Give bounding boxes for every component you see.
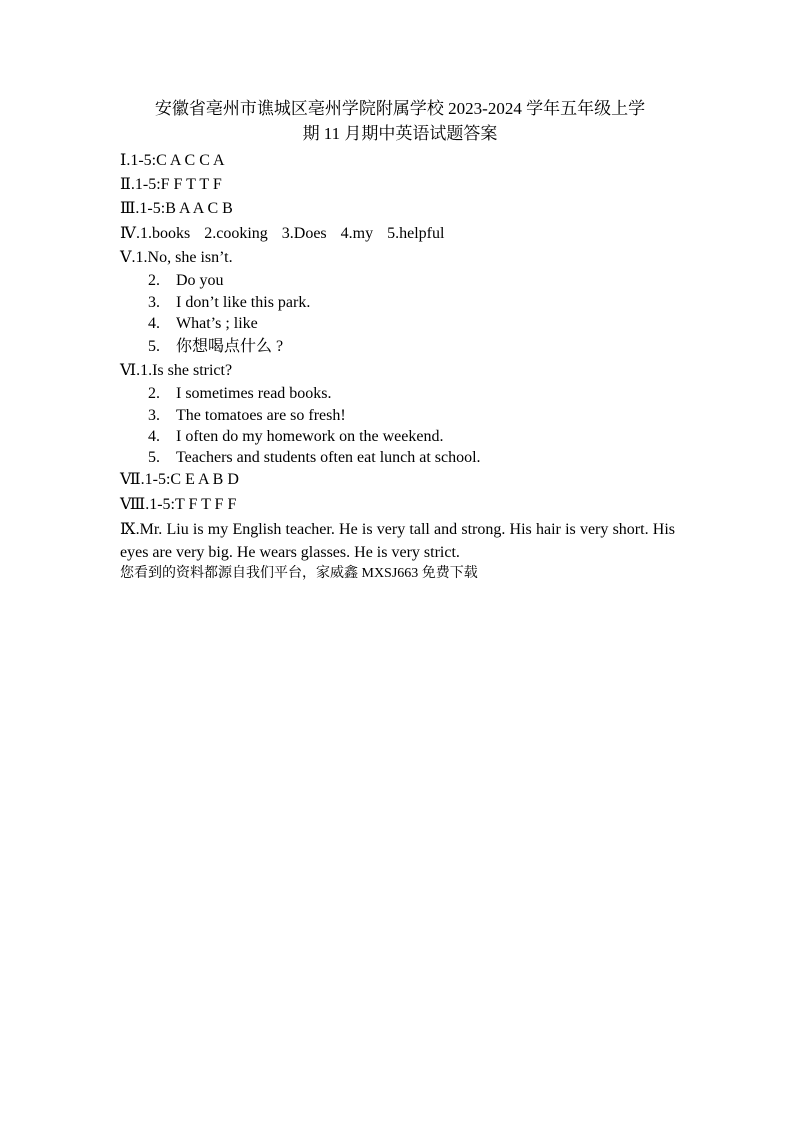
- section-5-item: 2. Do you: [148, 272, 224, 289]
- section-5-item: 4. What’s ; like: [148, 315, 258, 332]
- source-footer-note: 您看到的资料都源自我们平台，家威鑫 MXSJ663 免费下载: [120, 566, 478, 581]
- answer-section-6-first: Ⅵ.1.Is she strict?: [120, 362, 233, 379]
- section-4-item: 4.my: [340, 225, 374, 242]
- answer-section-8: Ⅷ.1-5:T F T F F: [120, 496, 237, 513]
- answer-section-9-essay: Ⅸ.Mr. Liu is my English teacher. He is very tall and strong. His hair is very short. His eyes are very big. He wears glasses. He is very strict.: [120, 521, 675, 561]
- answer-section-3: Ⅲ.1-5:B A A C B: [120, 200, 233, 217]
- section-4-prefix: Ⅳ.: [120, 225, 140, 242]
- section-6-item: 2. I sometimes read books.: [148, 385, 332, 402]
- document-title-line-1: 安徽省亳州市谯城区亳州学院附属学校 2023-2024 学年五年级上学: [154, 99, 646, 118]
- section-4-item: 1.books: [139, 225, 191, 242]
- section-5-item: 3. I don’t like this park.: [148, 294, 311, 311]
- document-title-line-2: 期 11 月期中英语试题答案: [302, 124, 498, 143]
- section-4-item: 2.cooking: [204, 225, 268, 242]
- answer-section-1: Ⅰ.1-5:C A C C A: [120, 152, 225, 169]
- answer-section-5-first: Ⅴ.1.No, she isn’t.: [120, 249, 233, 266]
- answer-section-4: [120, 223, 444, 245]
- section-4-item: 5.helpful: [387, 225, 445, 242]
- section-4-item: 3.Does: [281, 225, 327, 242]
- section-6-item: 3. The tomatoes are so fresh!: [148, 407, 346, 424]
- section-6-item: 5. Teachers and students often eat lunch at school.: [148, 449, 481, 466]
- section-5-item: 5. 你想喝点什么 ?: [148, 338, 284, 355]
- section-6-item: 4. I often do my homework on the weekend.: [148, 428, 444, 445]
- answer-section-7: Ⅶ.1-5:C E A B D: [120, 471, 239, 488]
- answer-section-2: Ⅱ.1-5:F F T T F: [120, 176, 222, 193]
